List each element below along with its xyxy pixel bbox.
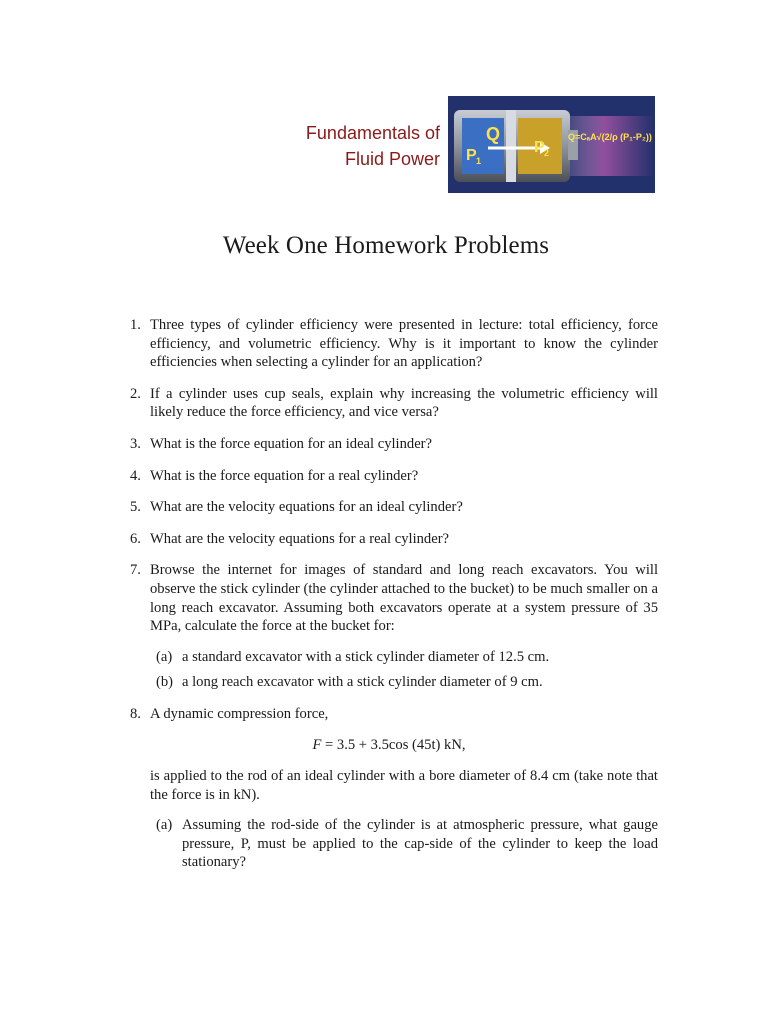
document-title: Week One Homework Problems [222, 232, 550, 259]
banner-label-p1-sub: 1 [476, 156, 482, 166]
banner-label-p1: P [466, 147, 477, 164]
problem-number: 7. [130, 562, 141, 579]
problem-text: What is the force equation for an ideal cylinder? [150, 435, 433, 452]
subproblem-label: (a) [156, 648, 173, 665]
banner-label-p2-sub: 2 [544, 148, 550, 158]
equation-rhs: = 3.5 + 3.5cos (45t) kN, [325, 736, 466, 753]
problem-number: 8. [130, 705, 141, 722]
problem-number: 4. [130, 467, 141, 484]
problem-item [120, 467, 658, 486]
problem-text-continued: is applied to the rod of an ideal cylinder with a bore diameter of 8.4 cm (take note that the force is in kN). [150, 768, 658, 803]
force-equation [120, 736, 658, 755]
subproblem-text: a long reach excavator with a stick cylinder diameter of 9 cm. [182, 674, 543, 691]
problem-number: 5. [130, 499, 141, 516]
problem-number: 2. [130, 385, 141, 402]
subproblem-item [150, 673, 658, 692]
problem-text: A dynamic compression force, [150, 705, 329, 722]
course-title-line1: Fundamentals of [305, 123, 440, 143]
problem-item [120, 316, 658, 372]
problem-item [120, 705, 658, 872]
problem-number: 1. [130, 317, 141, 333]
subproblem-list [150, 648, 658, 692]
equation-lhs: F [312, 736, 322, 753]
problem-item [120, 385, 658, 422]
problem-list [120, 316, 658, 879]
subproblem-item [150, 816, 658, 872]
problem-text: If a cylinder uses cup seals, explain why increasing the volumetric efficiency will likely reduce the force efficiency, and vice versa? [150, 385, 658, 421]
subproblem-text: a standard excavator with a stick cylinder diameter of 12.5 cm. [182, 648, 550, 665]
problem-number: 3. [130, 435, 141, 452]
problem-item [120, 530, 658, 549]
course-banner-image [448, 96, 655, 193]
problem-item [120, 498, 658, 517]
problem-text: What is the force equation for a real cylinder? [150, 467, 419, 484]
subproblem-list [150, 816, 658, 872]
course-title-line2: Fluid Power [344, 149, 440, 169]
problem-text: What are the velocity equations for an ideal cylinder? [150, 499, 463, 516]
problem-text: Three types of cylinder efficiency were presented in lecture: total efficiency, force efficiency, and volumetric efficiency. Why is it important to know the cylinder efficiencies when selecting a cylinder for an application? [150, 317, 658, 371]
problem-item [120, 561, 658, 692]
cylinder-illustration [448, 96, 655, 193]
banner-label-q: Q [486, 124, 501, 144]
problem-number: 6. [130, 530, 141, 547]
subproblem-text: Assuming the rod-side of the cylinder is at atmospheric pressure, what gauge pressure, P, must be applied to the cap-side of the cylinder to keep the load stationary? [182, 817, 658, 871]
banner-label-p2: P [534, 139, 545, 156]
banner-formula: Q=CₐA√(2/ρ (P₁-P₂)) [568, 132, 652, 142]
course-title [250, 120, 440, 172]
problem-text: What are the velocity equations for a real cylinder? [150, 530, 450, 547]
problem-item [120, 435, 658, 454]
subproblem-label: (b) [156, 674, 174, 691]
problem-text: Browse the internet for images of standard and long reach excavators. You will observe the stick cylinder (the cylinder attached to the bucket) to be much smaller on a long reach excavator. Assuming both excavators operate at a system pressure of 35 MPa, calculate the force at the bucket for: [150, 562, 658, 635]
subproblem-item [150, 648, 658, 667]
subproblem-label: (a) [156, 817, 173, 834]
